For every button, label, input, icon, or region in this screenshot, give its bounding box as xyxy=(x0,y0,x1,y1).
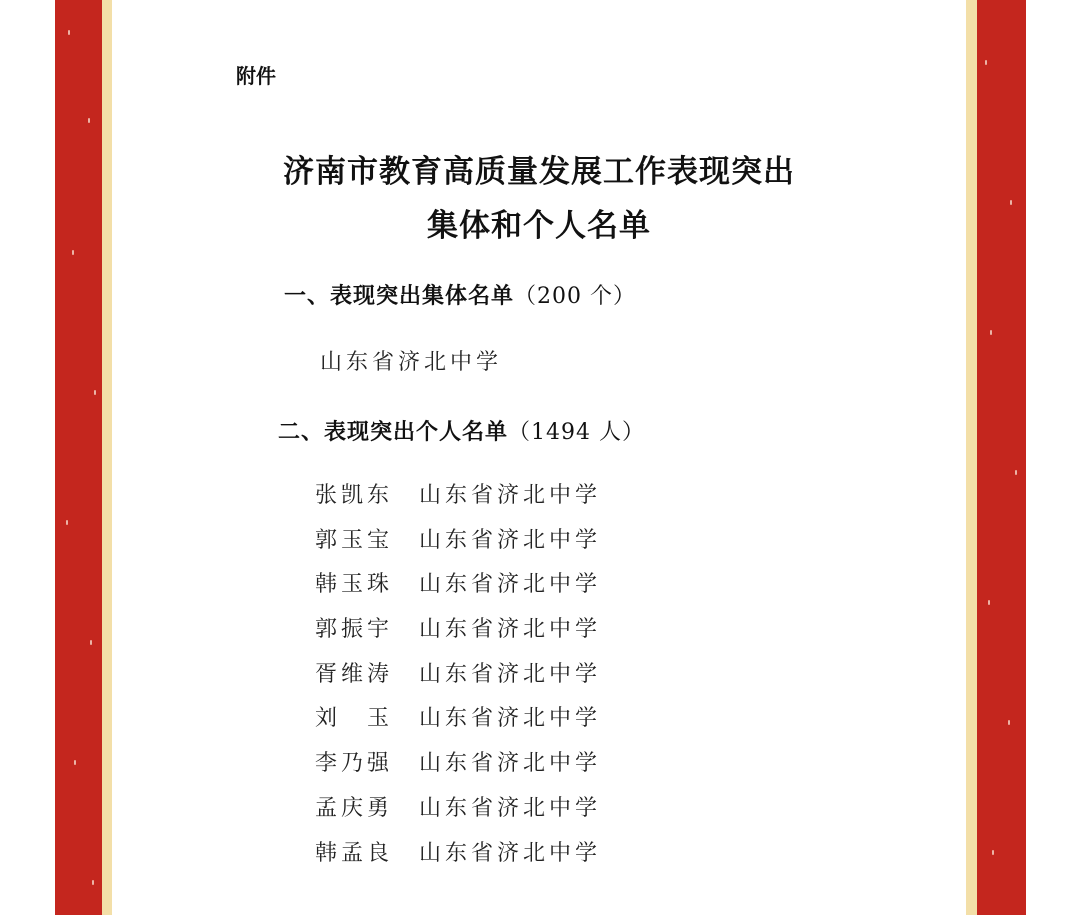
list-item xyxy=(315,567,601,612)
outer-margin-right xyxy=(1026,0,1080,915)
gold-border-left xyxy=(102,0,112,915)
section-heading-individuals xyxy=(278,415,645,446)
section-count: （1494 人） xyxy=(508,420,645,445)
red-border-right xyxy=(977,0,1026,915)
person-name: 韩孟良 xyxy=(315,840,394,866)
document-title-line-1: 济南市教育高质量发展工作表现突出 xyxy=(283,154,795,190)
section-heading-text: 二、表现突出个人名单 xyxy=(278,420,509,445)
list-item xyxy=(315,701,601,746)
person-name: 韩玉珠 xyxy=(315,572,394,598)
list-item xyxy=(315,791,601,836)
outer-margin-left xyxy=(0,0,55,915)
list-item xyxy=(315,746,601,791)
person-unit: 山东省济北中学 xyxy=(419,483,602,508)
person-unit: 山东省济北中学 xyxy=(419,572,602,598)
list-item xyxy=(315,523,601,568)
section-count: （200 个） xyxy=(514,284,637,309)
list-item xyxy=(315,657,601,702)
collective-list-item: 山东省济北中学 xyxy=(320,350,503,375)
gold-border-right xyxy=(966,0,977,915)
red-border-left xyxy=(55,0,102,915)
person-unit: 山东省济北中学 xyxy=(419,527,602,553)
person-name: 郭振宇 xyxy=(315,617,394,643)
list-item xyxy=(315,836,601,881)
person-name: 张凯东 xyxy=(315,483,394,508)
person-unit: 山东省济北中学 xyxy=(419,751,602,777)
person-unit: 山东省济北中学 xyxy=(419,795,602,821)
attachment-label: 附件 xyxy=(236,64,276,88)
person-name: 郭玉宝 xyxy=(315,527,394,553)
person-name: 李乃强 xyxy=(315,751,394,777)
person-name: 刘 玉 xyxy=(315,706,394,732)
person-name: 孟庆勇 xyxy=(315,795,394,821)
section-heading-collectives xyxy=(284,279,636,310)
list-item xyxy=(315,478,601,523)
person-unit: 山东省济北中学 xyxy=(419,706,602,732)
section-heading-text: 一、表现突出集体名单 xyxy=(284,284,515,309)
person-name: 胥维涛 xyxy=(315,661,394,687)
person-unit: 山东省济北中学 xyxy=(419,840,602,866)
individual-list xyxy=(315,478,601,880)
person-unit: 山东省济北中学 xyxy=(419,661,602,687)
document-title-line-2: 集体和个人名单 xyxy=(427,208,651,244)
document-page xyxy=(112,0,966,915)
list-item xyxy=(315,612,601,657)
person-unit: 山东省济北中学 xyxy=(419,617,602,643)
